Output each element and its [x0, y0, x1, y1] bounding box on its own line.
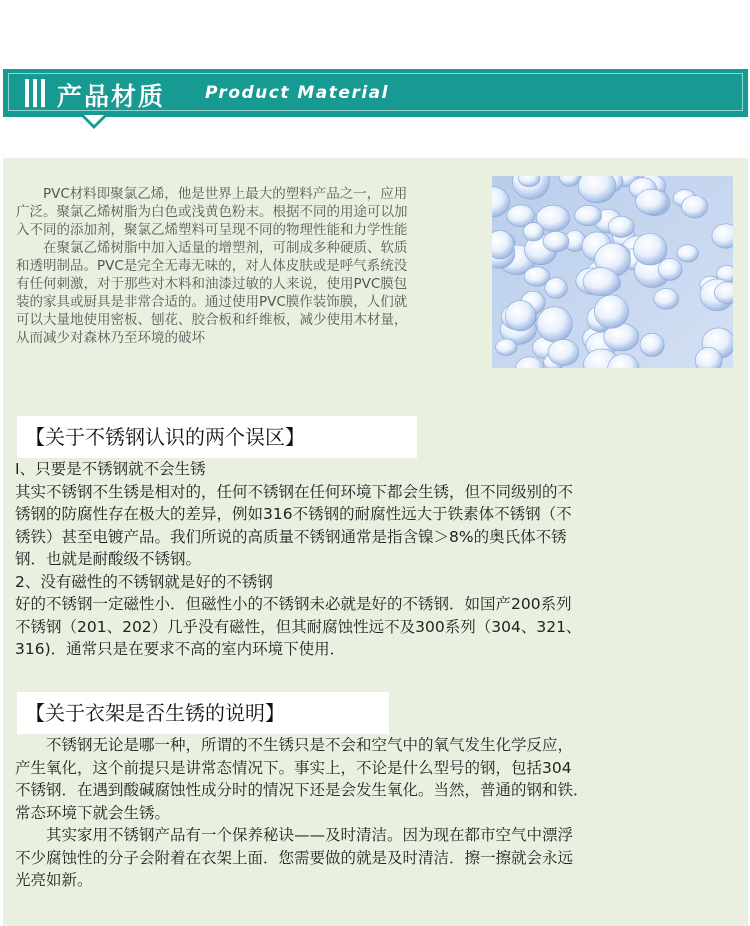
pvc-pellets-image: [492, 176, 733, 368]
pvc-line: 和透明制品。PVC是完全无毒无味的，对人体皮肤或是呼气系统没: [16, 258, 408, 274]
text-line: 不少腐蚀性的分子会附着在衣架上面．您需要做的就是及时清洁．擦一擦就会永远: [15, 848, 574, 867]
banner-pointer-inner: [84, 115, 104, 125]
pellet: [654, 288, 679, 309]
text-line: 不锈钢（201、202）几乎没有磁性，但其耐腐蚀性远不及300系列（304、321、: [15, 617, 582, 636]
section-heading-hanger-rust: 【关于衣架是否生锈的说明】: [17, 692, 389, 734]
pellet: [545, 278, 567, 299]
text-line: 316)．通常只是在要求不高的室内环境下使用．: [15, 640, 346, 658]
pellet: [658, 259, 682, 281]
pellet: [583, 268, 619, 296]
stainless-myths-text: [15, 458, 743, 661]
pellet: [682, 196, 708, 218]
pellet: [496, 339, 517, 355]
section-heading-stainless-myths: 【关于不锈钢认识的两个误区】: [17, 416, 417, 458]
pellet: [537, 307, 572, 342]
pellet: [543, 231, 569, 251]
banner-title-chinese: 产品材质: [57, 82, 166, 111]
pellet: [608, 216, 634, 237]
pvc-line: 有任何刺激，对于那些对木料和油漆过敏的人来说，使用PVC膜包: [16, 276, 408, 292]
text-line: 不锈钢．在遇到酸碱腐蚀性成分时的情况下还是会发生氧化。当然，普通的钢和铁．: [15, 781, 589, 799]
pellet: [575, 205, 602, 225]
pellet: [594, 295, 628, 328]
text-line: I、只要是不锈钢就不会生锈: [15, 460, 206, 478]
pellet: [548, 339, 579, 365]
pvc-line: 从而减少对森林乃至环境的破坏: [16, 330, 205, 346]
pellet: [505, 301, 536, 331]
text-line: 不锈钢无论是哪一种，所谓的不生锈只是不会和空气中的氧气发生化学反应，: [15, 736, 574, 754]
text-line: 2、没有磁性的不锈钢就是好的不锈钢: [15, 572, 273, 591]
pvc-line: PVC材料即聚氯乙烯，他是世界上最大的塑料产品之一，应用: [16, 186, 408, 202]
text-line: 光亮如新。: [15, 871, 93, 889]
hanger-rust-text: [15, 734, 743, 892]
banner-stripes-decoration: [25, 79, 49, 107]
pvc-line: 广泛。聚氯乙烯树脂为白色或浅黄色粉末。根据不同的用途可以加: [16, 204, 408, 220]
section-banner: [3, 69, 748, 117]
pvc-line: 装的家具或厨具是非常合适的。通过使用PVC膜作装饰膜，人们就: [16, 294, 408, 310]
text-line: 产生氧化，这个前提只是讲常态情况下。事实上，不论是什么型号的钢，包括304: [15, 758, 572, 777]
text-line: 其实不锈钢不生锈是相对的，任何不锈钢在任何环境下都会生锈，但不同级别的不: [15, 482, 574, 501]
text-line: 常态环境下就会生锈。: [15, 803, 171, 822]
pellet: [633, 234, 667, 266]
content-panel: [3, 158, 748, 926]
pvc-line: 在聚氯乙烯树脂中加入适量的增塑剂，可制成多种硬质、软质: [16, 240, 408, 256]
pellet: [640, 333, 664, 356]
text-line: 锈铁）甚至电镀产品。我们所说的高质量不锈钢通常是指含镍＞8%的奥氏体不锈: [15, 527, 567, 546]
text-line: 好的不锈钢一定磁性小．但磁性小的不锈钢未必就是好的不锈钢．如国产200系列: [15, 595, 572, 613]
pvc-pellets-illustration: [492, 176, 733, 368]
pellet: [636, 189, 668, 214]
pellet: [677, 245, 699, 262]
text-line: 钢．也就是耐酸级不锈钢。: [15, 550, 202, 568]
pvc-description: [16, 185, 486, 347]
pvc-line: 可以大量地使用密板、刨花、胶合板和纤维板，减少使用木材量，: [16, 312, 408, 328]
pellet: [523, 223, 544, 241]
banner-title-english: Product Material: [205, 83, 389, 103]
pvc-line: 入不同的添加剂，聚氯乙烯塑料可呈现不同的物理性能和力学性能: [16, 222, 408, 238]
text-line: 其实家用不锈钢产品有一个保养秘诀——及时清洁。因为现在都市空气中漂浮: [15, 826, 574, 844]
text-line: 锈钢的防腐性存在极大的差异，例如316不锈钢的耐腐性远大于铁素体不锈钢（不: [15, 505, 572, 523]
